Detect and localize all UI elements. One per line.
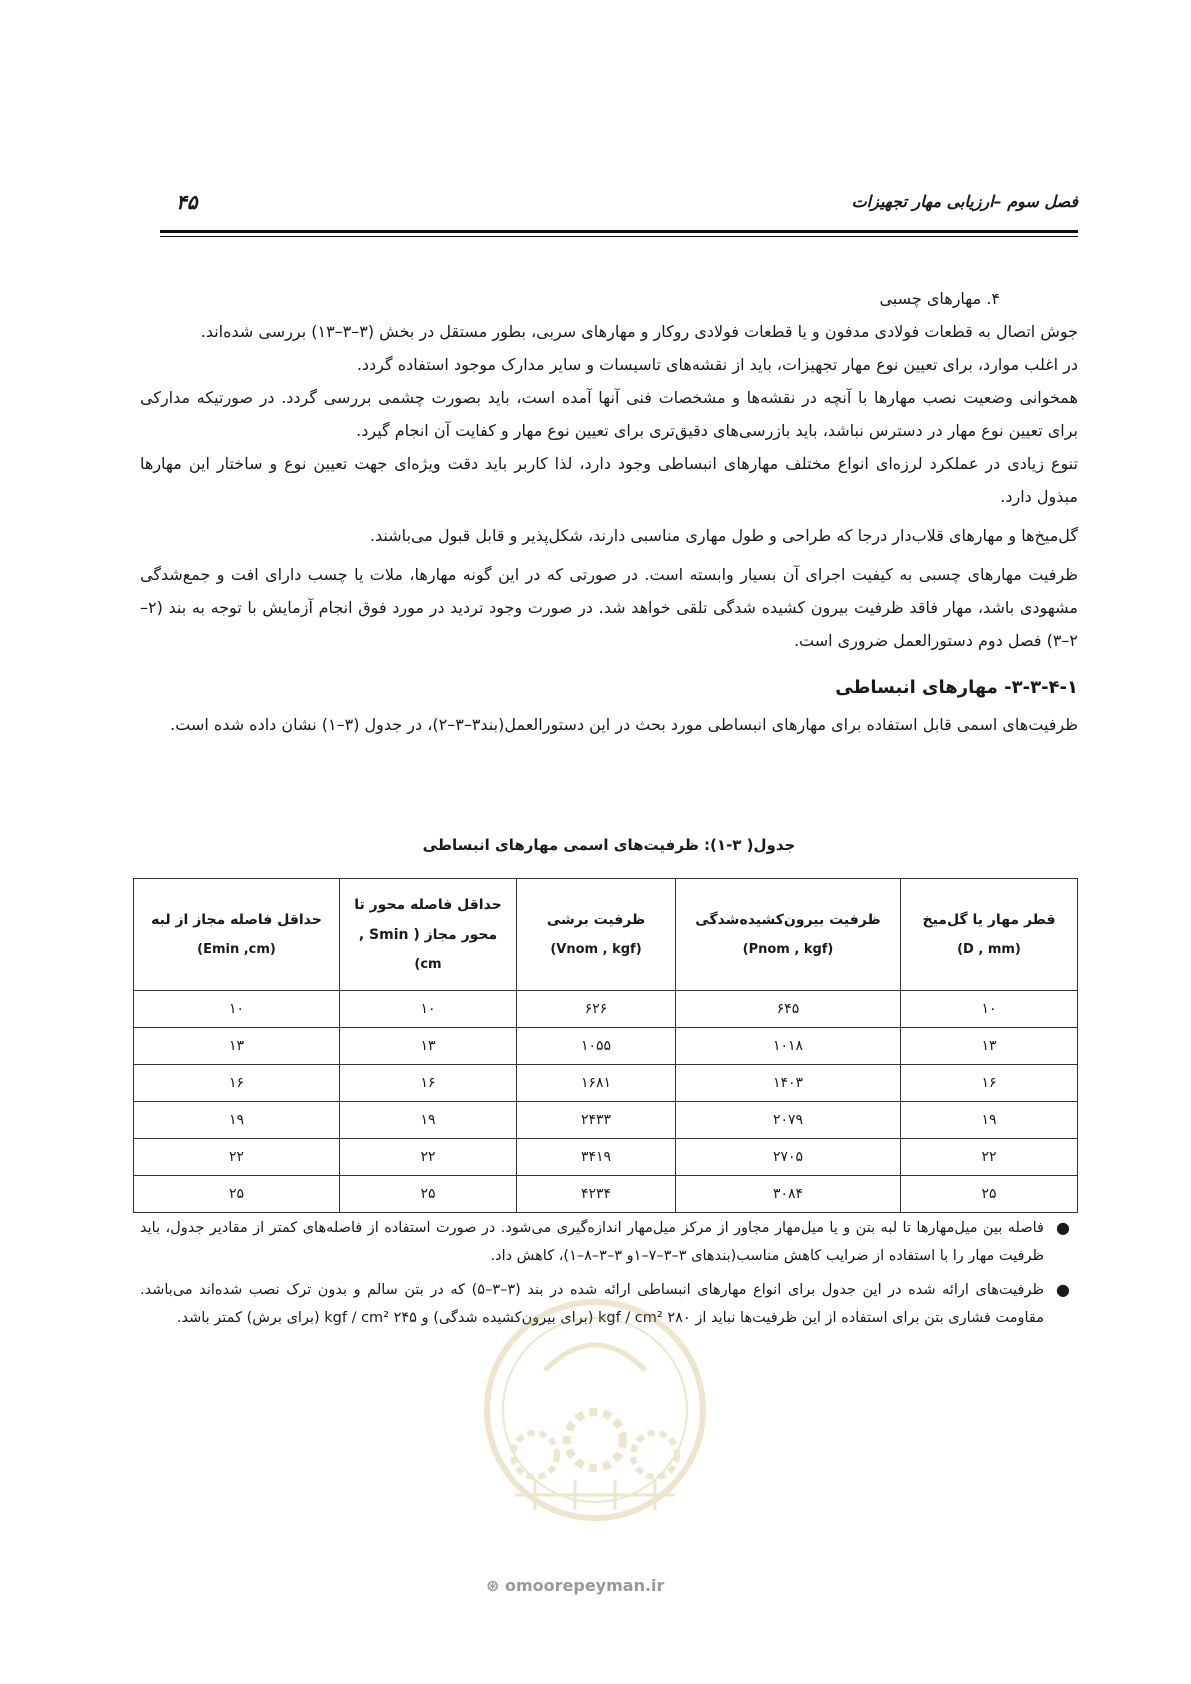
table-row [134,991,1078,1028]
table-cell: ۲۴۳۳ [517,1102,676,1139]
paragraph: ظرفیت‌های اسمی قابل استفاده برای مهارهای انبساطی مورد بحث در این دستورالعمل(بند۳–۳–۲)، در جدول (۳–۱) نشان داده شده است. [170,715,1078,734]
table-caption: جدول( ۳-۱): ظرفیت‌های اسمی مهارهای انبساطی [422,836,796,854]
table-cell: ۲۲ [134,1139,340,1176]
table-cell: ۱۰۱۸ [676,1028,901,1065]
page-header [160,192,1078,232]
page-number: ۴۵ [176,190,198,214]
paragraph: در اغلب موارد، برای تعیین نوع مهار تجهیزات، باید از نقشه‌های تاسیسات و سایر مدارک موجود استفاده گردد. [356,355,1078,374]
table-row [134,1176,1078,1213]
table-row [134,1065,1078,1102]
paragraph: گل‌میخ‌ها و مهارهای قلاب‌دار درجا که طراحی و طول مهاری مناسبی دارند، شکل‌پذیر و قابل قبول می‌باشند. [369,526,1078,545]
table-cell: ۲۵ [340,1176,517,1213]
table-cell: ۱۶ [901,1065,1078,1102]
body-text [140,282,1078,741]
column-header: حداقل فاصله مجاز از لبه (Emin ,cm) [134,879,340,991]
table-row [134,1139,1078,1176]
table-cell: ۶۲۶ [517,991,676,1028]
table-cell: ۱۰ [134,991,340,1028]
watermark-url: ⊛ omoorepeyman.ir [486,1576,665,1595]
list-item [140,1214,1078,1270]
table-cell: ۱۶ [134,1065,340,1102]
column-header: ظرفیت بیرون‌کشیده‌شدگی (Pnom , kgf) [676,879,901,991]
watermark-logo-icon [475,1280,715,1580]
header-rule-thin [160,236,1078,237]
table-cell: ۱۰ [901,991,1078,1028]
table-cell: ۱۰ [340,991,517,1028]
paragraph: همخوانی وضعیت نصب مهارها با آنچه در نقشه‌ها و مشخصات فنی آنها آمده است، باید بصورت چشمی بررسی گردد. در صورتیکه مدارکی برای تعیین نوع مهار در دسترس نباشد، باید بازرسی‌های دقیق‌تری برای تعیین نوع مهار و کفایت آن انجام گیرد. [140,388,1078,440]
column-header: ظرفیت برشی (Vnom , kgf) [517,879,676,991]
table-cell: ۱۶۸۱ [517,1065,676,1102]
table-cell: ۲۲ [340,1139,517,1176]
table-cell: ۳۴۱۹ [517,1139,676,1176]
table-cell: ۱۹ [340,1102,517,1139]
bullet-icon: ● [1056,1218,1070,1237]
table-cell: ۱۳ [134,1028,340,1065]
table-cell: ۱۹ [901,1102,1078,1139]
note-text: فاصله بین میل‌مهارها تا لبه بتن و یا میل‌مهار مجاور از مرکز میل‌مهار اندازه‌گیری می‌شود. در صورت استفاده از فاصله‌های کمتر از مقادیر جدول، باید ظرفیت مهار را با استفاده از ضرایب کاهش مناسب(بندهای ۳–۳–۷–۱و ۳–۳–۸–۱)، کاهش داد. [140,1220,1044,1264]
table-cell: ۲۲ [901,1139,1078,1176]
table-cell: ۲۰۷۹ [676,1102,901,1139]
table-cell: ۶۴۵ [676,991,901,1028]
table-cell: ۱۴۰۳ [676,1065,901,1102]
table-header-row [134,879,1078,991]
table-cell: ۱۰۵۵ [517,1028,676,1065]
note-text: ظرفیت‌های ارائه شده در این جدول برای انواع مهارهای انبساطی ارائه شده در بند (۳–۳–۵) که در بتن سالم و بدون ترک نصب شده‌اند می‌باشد. مقاومت فشاری بتن برای استفاده از این ظرفیت‌ها نباید از ۲۸۰ kgf / cm² (برای بیرون‌کشیده شدگی) و ۲۴۵ kgf / cm² (برای برش) کمتر باشد. [140,1282,1044,1326]
subheading: ۴. مهارهای چسبی [879,289,1000,308]
table-cell: ۲۵ [134,1176,340,1213]
paragraph: جوش اتصال به قطعات فولادی مدفون و یا قطعات فولادی روکار و مهارهای سربی، بطور مستقل در بخش (۳–۳–۱۳) بررسی شده‌اند. [200,322,1078,341]
table-cell: ۲۵ [901,1176,1078,1213]
table-row [134,1028,1078,1065]
header-rule-thick [160,230,1078,233]
table-cell: ۳۰۸۴ [676,1176,901,1213]
table-cell: ۱۳ [901,1028,1078,1065]
column-header: حداقل فاصله محور تا محور مجاز ( Smin , (cm [340,879,517,991]
paragraph: تنوع زیادی در عملکرد لرزه‌ای انواع مختلف مهارهای انبساطی وجود دارد، لذا کاربر باید دقت ویژه‌ای جهت تعیین نوع و ساختار این مهارها مبذول دارد. [140,454,1078,506]
table-cell: ۱۶ [340,1065,517,1102]
section-title: ۳-۳-۴-۱- مهارهای انبساطی [835,677,1078,698]
column-header: قطر مهار یا گل‌میخ (D , mm) [901,879,1078,991]
table-cell: ۱۳ [340,1028,517,1065]
capacity-table [133,878,1078,1213]
chapter-title: فصل سوم –ارزیابی مهار تجهیزات [851,192,1078,211]
table-cell: ۲۷۰۵ [676,1139,901,1176]
paragraph: ظرفیت مهارهای چسبی به کیفیت اجرای آن بسیار وابسته است. در صورتی که در این گونه مهارها، ملات یا چسب دارای افت و جمع‌شدگی مشهودی باشد، مهار فاقد ظرفیت بیرون کشیده شدگی تلقی خواهد شد. در صورت وجود تردید در مورد فوق انجام آزمایش با توجه به بند (۲–۲–۳) فصل دوم دستورالعمل ضروری است. [140,565,1078,650]
table-cell: ۴۲۳۴ [517,1176,676,1213]
table-cell: ۱۹ [134,1102,340,1139]
bullet-icon: ● [1056,1280,1070,1299]
table-row [134,1102,1078,1139]
